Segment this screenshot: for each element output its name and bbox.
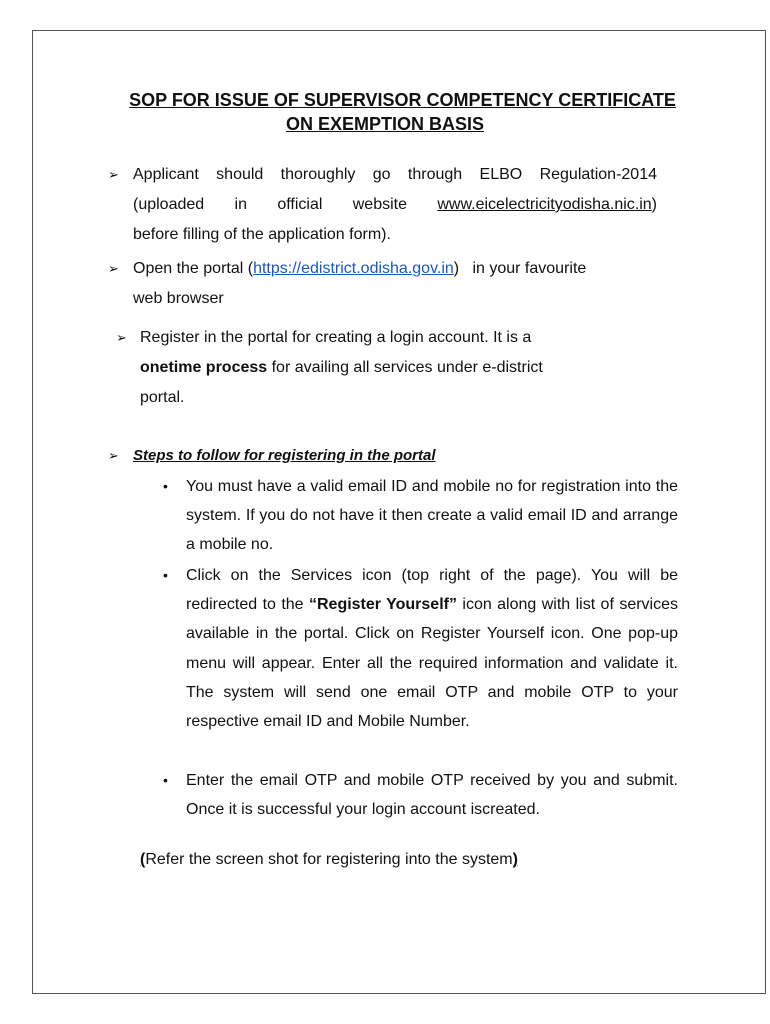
step-dot-icon: • [163,772,168,788]
step-3-text: Enter the email OTP and mobile OTP received by you and submit. Once it is successful your login account iscreated. [186,772,678,819]
document-title [0,88,770,136]
title-line-1: SOP FOR ISSUE OF SUPERVISOR COMPETENCY CERTIFICATE [129,90,676,110]
edistrict-portal-link[interactable]: https://edistrict.odisha.gov.in [253,260,454,277]
step-1-text: You must have a valid email ID and mobile no for registration into the system. If you do not have it then create a valid email ID and arrange a mobile no. [186,478,678,554]
step-dot-icon: • [163,478,168,494]
bullet-1-line-3: before filling of the application form). [133,226,391,243]
arrow-bullet-icon: ➢ [108,261,119,276]
bullet-2-line-1: Open the portal (https://edistrict.odisha.gov.in) in your favourite [133,260,587,277]
bullet-open-portal [133,254,663,314]
arrow-bullet-icon: ➢ [116,330,127,345]
bullet-1-line-2: (uploaded in official website www.eicelectricityodisha.nic.in) [133,196,657,213]
bullet-2-line-2: web browser [133,290,224,307]
screenshot-note: (Refer the screen shot for registering into the system) [140,851,518,868]
step-dot-icon: • [163,567,168,583]
step-2-text: Click on the Services icon (top right of the page). You will be redirected to the “Register Yourself” icon along with list of services available in the portal. Click on Register Yourself icon. One pop-up menu will appear. Enter all the required information and validate it. The system will send one email OTP and mobile OTP to your respective email ID and Mobile Number. [186,567,678,731]
title-line-2: ON EXEMPTION BASIS [285,114,485,134]
bullet-3-line-1: Register in the portal for creating a login account. It is a [140,329,532,346]
arrow-bullet-icon: ➢ [108,448,119,463]
bullet-1-line-1: Applicant should thoroughly go through ELBO Regulation-2014 [133,166,657,183]
bullet-3-line-3: portal. [140,389,185,406]
bullet-register-portal [140,323,640,413]
steps-heading: Steps to follow for registering in the portal [133,447,436,464]
bullet-3-line-2: onetime process for availing all services under e-district [140,359,543,376]
elbo-website-link[interactable]: www.eicelectricityodisha.nic.in [437,196,652,213]
arrow-bullet-icon: ➢ [108,167,119,182]
bullet-elbo-regulation [133,160,657,250]
